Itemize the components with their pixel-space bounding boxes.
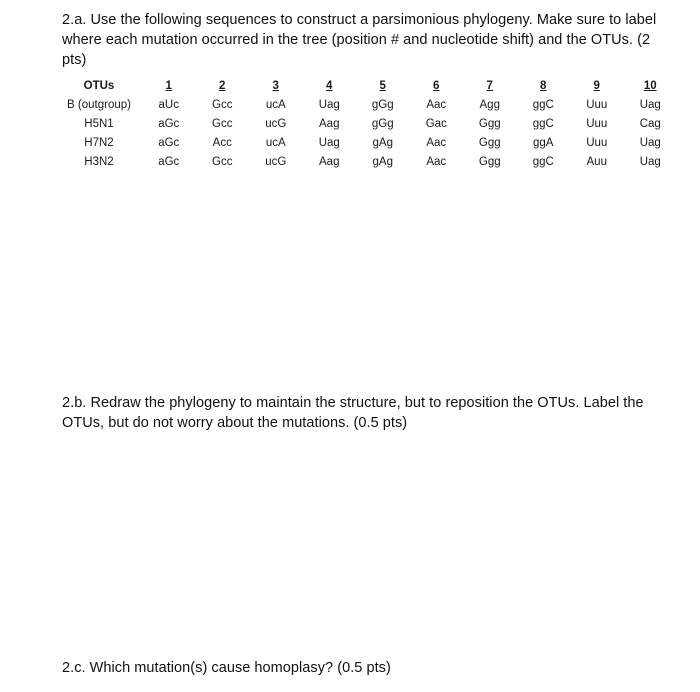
otu-name: H5N1 bbox=[84, 117, 114, 130]
position-header: 2 bbox=[219, 79, 226, 92]
codon-cell: Uag bbox=[318, 136, 340, 149]
codon-cell: ggC bbox=[532, 98, 554, 111]
codon-cell: Aag bbox=[319, 155, 340, 168]
codon-cell: ucG bbox=[265, 155, 287, 168]
question-2b: 2.b. Redraw the phylogeny to maintain the structure, but to reposition the OTUs. Label the OTUs, but do not worry about the mutations. (0.5 pts) bbox=[62, 395, 644, 431]
codon-cell: Uag bbox=[318, 98, 340, 111]
table-row bbox=[56, 152, 677, 171]
codon-cell: ggC bbox=[532, 117, 554, 130]
position-header: 9 bbox=[593, 79, 600, 92]
codon-cell: gAg bbox=[372, 136, 393, 149]
codon-cell: gGg bbox=[371, 117, 394, 130]
codon-cell: aUc bbox=[158, 98, 179, 111]
codon-cell: aGc bbox=[158, 155, 180, 168]
codon-cell: Uuu bbox=[586, 136, 608, 149]
position-header: 10 bbox=[643, 79, 657, 92]
codon-cell: Ggg bbox=[478, 136, 501, 149]
question-2a: 2.a. Use the following sequences to construct a parsimonious phylogeny. Make sure to label where each mutation occurred in the tree (position # and nucleotide shift) and the OTUs. (2 pts) bbox=[62, 12, 657, 68]
codon-cell: Aac bbox=[426, 98, 447, 111]
codon-cell: Gcc bbox=[212, 155, 233, 168]
otu-name: H7N2 bbox=[84, 136, 114, 149]
table-row bbox=[56, 95, 677, 114]
sequence-table bbox=[56, 76, 677, 171]
codon-cell: Uuu bbox=[586, 98, 608, 111]
question-2c: 2.c. Which mutation(s) cause homoplasy? (0.5 pts) bbox=[62, 660, 391, 676]
codon-cell: Aag bbox=[319, 117, 340, 130]
position-header: 1 bbox=[165, 79, 172, 92]
otu-name: H3N2 bbox=[84, 155, 114, 168]
position-header: 3 bbox=[272, 79, 279, 92]
table-row bbox=[56, 133, 677, 152]
otu-column-header: OTUs bbox=[83, 79, 115, 92]
table-row bbox=[56, 114, 677, 133]
table-header-row bbox=[56, 76, 677, 95]
codon-cell: ucA bbox=[265, 98, 286, 111]
position-header: 5 bbox=[379, 79, 386, 92]
codon-cell: aGc bbox=[158, 117, 180, 130]
codon-cell: Uuu bbox=[586, 117, 608, 130]
codon-cell: Cag bbox=[639, 117, 661, 130]
codon-cell: Aac bbox=[426, 136, 447, 149]
position-header: 6 bbox=[433, 79, 440, 92]
codon-cell: gGg bbox=[371, 98, 394, 111]
codon-cell: Ggg bbox=[478, 117, 501, 130]
codon-cell: Gac bbox=[425, 117, 447, 130]
codon-cell: aGc bbox=[158, 136, 180, 149]
codon-cell: Ggg bbox=[478, 155, 501, 168]
codon-cell: ggC bbox=[532, 155, 554, 168]
position-header: 8 bbox=[540, 79, 547, 92]
codon-cell: gAg bbox=[372, 155, 393, 168]
codon-cell: Agg bbox=[479, 98, 500, 111]
codon-cell: ucG bbox=[265, 117, 287, 130]
codon-cell: ggA bbox=[533, 136, 554, 149]
position-header: 7 bbox=[486, 79, 493, 92]
codon-cell: Uag bbox=[639, 136, 661, 149]
codon-cell: Uag bbox=[639, 98, 661, 111]
codon-cell: Acc bbox=[212, 136, 232, 149]
otu-name: B (outgroup) bbox=[67, 98, 131, 111]
codon-cell: Gcc bbox=[212, 98, 233, 111]
codon-cell: Aac bbox=[426, 155, 447, 168]
codon-cell: Gcc bbox=[212, 117, 233, 130]
position-header: 4 bbox=[326, 79, 333, 92]
codon-cell: ucA bbox=[265, 136, 286, 149]
codon-cell: Uag bbox=[639, 155, 661, 168]
codon-cell: Auu bbox=[586, 155, 607, 168]
